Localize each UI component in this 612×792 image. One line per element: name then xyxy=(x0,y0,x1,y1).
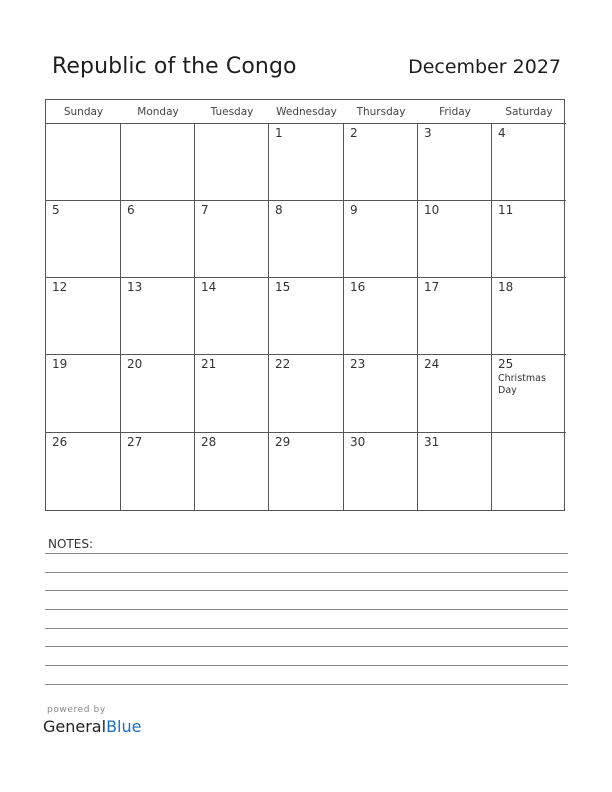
day-number: 9 xyxy=(350,203,358,217)
note-line xyxy=(45,665,568,666)
day-cell xyxy=(121,124,195,201)
day-cell xyxy=(492,355,566,433)
day-number: 21 xyxy=(201,357,217,371)
day-cell xyxy=(46,201,121,278)
day-number: 4 xyxy=(498,126,506,140)
day-number: 12 xyxy=(52,280,68,294)
day-cell xyxy=(344,355,418,433)
day-cell xyxy=(344,124,418,201)
brand-general: General xyxy=(43,717,107,736)
weekday-header-thursday: Thursday xyxy=(344,100,418,124)
day-cell xyxy=(344,433,418,510)
day-cell xyxy=(46,433,121,510)
weekday-header-friday: Friday xyxy=(418,100,492,124)
day-cell xyxy=(418,278,492,355)
day-cell xyxy=(418,201,492,278)
note-line xyxy=(45,684,568,685)
weekday-header-monday: Monday xyxy=(121,100,195,124)
day-cell xyxy=(492,201,566,278)
day-cell xyxy=(418,433,492,510)
day-number: 26 xyxy=(52,435,68,449)
weekday-header-tuesday: Tuesday xyxy=(195,100,269,124)
day-number: 14 xyxy=(201,280,217,294)
day-cell xyxy=(121,278,195,355)
day-cell xyxy=(195,124,269,201)
day-cell xyxy=(269,124,344,201)
day-cell xyxy=(344,278,418,355)
day-number: 20 xyxy=(127,357,143,371)
day-number: 15 xyxy=(275,280,291,294)
day-cell xyxy=(195,278,269,355)
day-number: 6 xyxy=(127,203,135,217)
day-cell xyxy=(121,201,195,278)
day-number: 18 xyxy=(498,280,514,294)
day-cell xyxy=(46,124,121,201)
day-number: 8 xyxy=(275,203,283,217)
day-cell xyxy=(492,433,566,510)
day-number: 3 xyxy=(424,126,432,140)
day-number: 11 xyxy=(498,203,514,217)
day-cell xyxy=(121,355,195,433)
day-cell xyxy=(269,278,344,355)
page-title: Republic of the Congo xyxy=(52,54,297,79)
day-number: 30 xyxy=(350,435,366,449)
day-number: 10 xyxy=(424,203,440,217)
day-number: 23 xyxy=(350,357,366,371)
day-number: 1 xyxy=(275,126,283,140)
calendar-grid xyxy=(45,99,565,511)
weekday-header-wednesday: Wednesday xyxy=(269,100,344,124)
day-number: 31 xyxy=(424,435,440,449)
day-number: 16 xyxy=(350,280,366,294)
note-line xyxy=(45,609,568,610)
day-number: 5 xyxy=(52,203,60,217)
weekday-header-saturday: Saturday xyxy=(492,100,566,124)
note-line xyxy=(45,572,568,573)
day-cell xyxy=(344,201,418,278)
day-number: 13 xyxy=(127,280,143,294)
day-cell xyxy=(46,355,121,433)
day-cell xyxy=(492,124,566,201)
day-number: 2 xyxy=(350,126,358,140)
day-cell xyxy=(269,433,344,510)
day-number: 24 xyxy=(424,357,440,371)
day-cell xyxy=(195,355,269,433)
month-year-label: December 2027 xyxy=(408,56,561,78)
brand-blue: Blue xyxy=(106,717,142,736)
day-cell xyxy=(418,355,492,433)
holiday-label: Christmas Day xyxy=(498,373,546,396)
day-cell xyxy=(492,278,566,355)
day-cell xyxy=(269,355,344,433)
day-number: 28 xyxy=(201,435,217,449)
day-number: 17 xyxy=(424,280,440,294)
weekday-header-sunday: Sunday xyxy=(46,100,121,124)
note-line xyxy=(45,553,568,554)
brand-logo xyxy=(43,717,141,736)
day-cell xyxy=(121,433,195,510)
day-number: 25 xyxy=(498,357,514,371)
note-line xyxy=(45,628,568,629)
note-line xyxy=(45,590,568,591)
note-line xyxy=(45,646,568,647)
day-number: 19 xyxy=(52,357,68,371)
day-cell xyxy=(195,201,269,278)
powered-by-text: powered by xyxy=(47,705,106,715)
notes-label: NOTES: xyxy=(48,537,93,551)
day-cell xyxy=(418,124,492,201)
day-number: 27 xyxy=(127,435,143,449)
day-cell xyxy=(195,433,269,510)
day-number: 29 xyxy=(275,435,291,449)
day-number: 22 xyxy=(275,357,291,371)
day-number: 7 xyxy=(201,203,209,217)
day-cell xyxy=(269,201,344,278)
day-cell xyxy=(46,278,121,355)
